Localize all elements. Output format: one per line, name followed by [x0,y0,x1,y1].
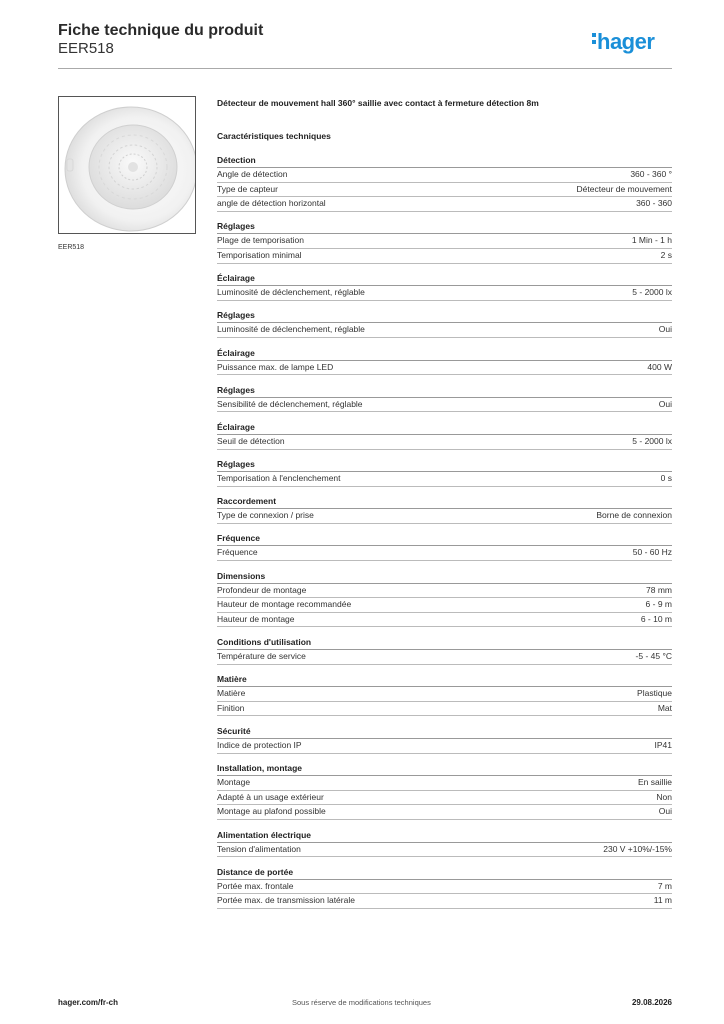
spec-row [217,880,672,895]
spec-label: Matière [217,688,246,699]
spec-label: Luminosité de déclenchement, réglable [217,324,365,335]
spec-section [217,450,672,487]
spec-section [217,212,672,264]
section-title: Conditions d'utilisation [217,636,672,650]
spec-section [217,857,672,909]
spec-value: Borne de connexion [596,510,672,521]
section-title: Détection [217,154,672,168]
spec-value: 400 W [647,361,672,372]
spec-row [217,546,672,561]
spec-row [217,509,672,524]
product-image [58,96,196,234]
spec-value: -5 - 45 °C [635,651,672,662]
section-title: Réglages [217,220,672,234]
product-description: Détecteur de mouvement hall 360° saillie avec contact à fermeture détection 8m [217,98,539,108]
logo-colon-icon [592,31,597,47]
spec-value: 6 - 10 m [640,613,672,624]
spec-value: Mat [657,702,672,713]
spec-row [217,361,672,376]
spec-row [217,791,672,806]
spec-label: Plage de temporisation [217,235,304,246]
section-title: Distance de portée [217,866,672,880]
spec-value: En saillie [637,777,672,788]
spec-sections [217,150,672,909]
spec-value: 2 s [660,249,672,260]
spec-value: 50 - 60 Hz [632,547,672,558]
spec-row [217,687,672,702]
spec-row [217,168,672,183]
section-title: Éclairage [217,421,672,435]
spec-label: Hauteur de montage recommandée [217,599,352,610]
spec-label: Profondeur de montage [217,584,307,595]
section-title: Éclairage [217,272,672,286]
spec-row [217,584,672,599]
section-title: Réglages [217,384,672,398]
spec-label: Indice de protection IP [217,740,302,750]
spec-section [217,487,672,524]
spec-label: Seuil de détection [217,435,285,446]
spec-label: Type de connexion / prise [217,510,314,521]
spec-section [217,754,672,820]
spec-label: Puissance max. de lampe LED [217,361,334,372]
spec-row [217,598,672,613]
spec-value: 11 m [653,895,672,906]
spec-label: Angle de détection [217,169,288,179]
spec-row [217,323,672,338]
spec-row [217,197,672,212]
spec-label: Temporisation minimal [217,249,302,260]
page-title: Fiche technique du produit [58,22,264,39]
spec-label: Temporisation à l'enclenchement [217,473,341,484]
spec-value: 360 - 360 ° [630,169,672,179]
spec-value: 0 s [660,473,672,484]
spec-section [217,412,672,449]
spec-value: 230 V +10%/-15% [603,843,672,854]
spec-section [217,264,672,301]
spec-row [217,286,672,301]
product-code: EER518 [58,40,114,57]
spec-row [217,472,672,487]
section-title: Fréquence [217,532,672,546]
spec-value: 360 - 360 [636,198,672,209]
spec-section [217,820,672,857]
characteristics-heading: Caractéristiques techniques [217,131,331,141]
spec-section [217,627,672,664]
spec-value: IP41 [654,740,672,750]
spec-row [217,234,672,249]
spec-section [217,375,672,412]
spec-row [217,776,672,791]
header-divider [58,68,672,69]
spec-row [217,183,672,198]
spec-label: Adapté à un usage extérieur [217,791,324,802]
spec-row [217,249,672,264]
spec-value: 78 mm [646,584,672,595]
spec-row [217,702,672,717]
spec-label: Montage [217,777,251,788]
section-title: Sécurité [217,725,672,739]
spec-row [217,805,672,820]
spec-label: Température de service [217,651,306,662]
section-title: Matière [217,673,672,687]
spec-label: Portée max. de transmission latérale [217,895,355,906]
section-title: Raccordement [217,495,672,509]
spec-label: Finition [217,702,245,713]
spec-section [217,665,672,717]
footer-website-link[interactable]: hager.com/fr-ch [58,998,119,1007]
spec-label: Luminosité de déclenchement, réglable [217,287,365,298]
spec-label: Fréquence [217,547,258,558]
spec-row [217,843,672,858]
spec-label: angle de détection horizontal [217,198,326,209]
spec-section [217,301,672,338]
spec-label: Type de capteur [217,183,278,194]
spec-value: Non [656,791,672,802]
footer-date: 29.08.2026 [631,998,672,1007]
spec-label: Montage au plafond possible [217,806,326,817]
spec-row [217,650,672,665]
spec-value: 7 m [657,880,672,891]
spec-row [217,435,672,450]
spec-section [217,716,672,753]
spec-value: 6 - 9 m [645,599,672,610]
image-caption: EER518 [58,244,85,251]
spec-row [217,894,672,909]
spec-value: Oui [658,806,672,817]
spec-value: Oui [658,324,672,335]
spec-row [217,739,672,754]
spec-value: 5 - 2000 lx [632,435,672,446]
spec-section [217,524,672,561]
section-title: Éclairage [217,347,672,361]
spec-section [217,150,672,212]
footer-disclaimer: Sous réserve de modifications techniques [292,998,431,1007]
section-title: Réglages [217,458,672,472]
spec-label: Portée max. frontale [217,880,294,891]
motion-detector-icon [59,97,195,233]
spec-content [217,96,672,909]
spec-label: Hauteur de montage [217,613,295,624]
spec-value: Plastique [637,688,672,699]
spec-section [217,338,672,375]
spec-section [217,561,672,627]
spec-value: 5 - 2000 lx [632,287,672,298]
spec-value: Détecteur de mouvement [576,183,672,194]
spec-label: Tension d'alimentation [217,843,301,854]
spec-row [217,613,672,628]
spec-value: 1 Min - 1 h [631,235,672,246]
logo-text: hager [597,29,655,54]
hager-logo [592,29,654,55]
section-title: Installation, montage [217,762,672,776]
section-title: Dimensions [217,570,672,584]
spec-label: Sensibilité de déclenchement, réglable [217,398,363,409]
spec-row [217,398,672,413]
section-title: Alimentation électrique [217,829,672,843]
spec-value: Oui [658,398,672,409]
section-title: Réglages [217,309,672,323]
